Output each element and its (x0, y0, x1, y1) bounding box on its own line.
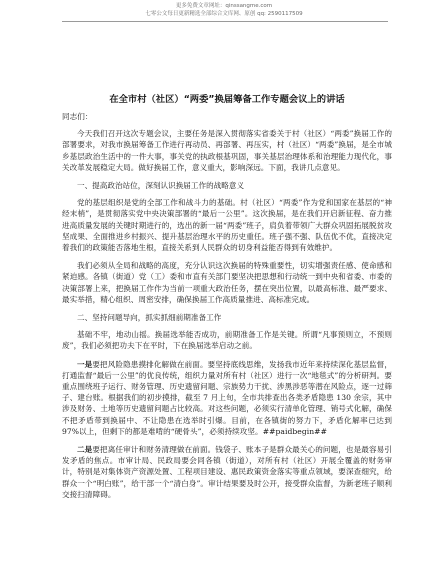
paragraph-intro: 今天我们召开这次专题会议，主要任务是深入贯彻落实省委关于村（社区）“两委”换届工作的部署要求，对我市换届筹备工作进行再动员、再部署、再压实，村（社区）“两委”换届，是全市城乡基层政治生活中的一件大事，事关党的执政根基巩固，事关基层治理体系和治理能力现代化，事关改革发展稳定大局。做好换届工作，意义重大，影响深远。下面，我讲几点意见。 (62, 129, 392, 172)
paragraph-party-foundation: 党的基层组织是党的全部工作和战斗力的基础。村（社区）“两委”作为党和国家在基层的“神经末梢”，是贯彻落实党中央决策部署的“最后一公里”。这次换届，是在我们开启新征程、奋力推进高质量发展的关键时期进行的，选出的新一届“两委”班子，肩负着带领广大群众巩固拓展脱贫攻坚成果、全面推进乡村振兴、提升基层治理水平的历史重任。班子强不强、队伍优不优，直接决定着我们的政策能否落地生根，直接关系到人民群众的切身利益能否得到有效维护。 (62, 198, 392, 253)
salutation: 同志们： (62, 112, 93, 121)
document-title: 在全市村（社区）“两委”换届筹备工作专题会议上的讲话 (109, 94, 345, 105)
paragraph-audit (62, 444, 392, 500)
paragraph-preparation: 基础不牢，地动山摇。换届选举能否成功，前期准备工作是关键。所谓“凡事预则立，不预则废”，我们必须把功夫下在平时，下在换届选举启动之前。 (62, 330, 392, 351)
paragraph-responsibility: 我们必须从全局和战略的高度，充分认识这次换届的特殊重要性，切实增强责任感、使命感和紧迫感。各镇（街道）党（工）委和市直有关部门要坚决把思想和行动统一到中央和省委、市委的决策部署上来，把换届工作作为当前一项重大政治任务，摆在突出位置，以最高标准、最严要求、最实举措，精心组织、周密安排，确保换届工作高质量推进、高标准完成。 (62, 261, 392, 304)
point-marker-1: 一是 (77, 359, 93, 369)
document-body (62, 93, 392, 507)
paragraph-audit-text: 要把离任审计和财务清理做在前面。钱袋子、账本子是群众最关心的问题，也是最容易引发矛盾的焦点。市审计局、民政局要会同各镇（街道），对所有村（社区）开展全覆盖的财务审计，特别是对集体资产资源处置、工程项目建设、惠民政策资金落实等重点领域，要深查细究，给群众一个“明白账”，给干部一个“清白身”。审计结果要及时公开，接受群众监督，为新老班子顺利交接扫清障碍。 (62, 445, 392, 499)
paragraph-risk-screening-text: 要把风险隐患摸排化解做在前面。要坚持底线思维，发扬我市近年来持续深化基层监督，打通监督“最后一公里”的优良传统，组织力量对所有村（社区）进行一次“地毯式”的分析研判。要重点围绕班子运行、财务管理、历史遗留问题、宗族势力干扰、涉黑涉恶等潜在风险点，逐一过筛子、建台账。根据我们的初步摸排，截至 7 月上旬，全市共排查出各类矛盾隐患 130 余宗，其中涉及财务、土地等历史遗留问题占比较高。对这些问题，必须实行清单化管理、销号式化解，确保不把矛盾带到换届中、不让隐患在选举时引爆。目前，在各镇街的努力下，矛盾化解率已达到 97%以上，但剩下的都是难啃的“硬骨头”，必须持续攻坚。##paidbegin## (62, 359, 392, 436)
header-source-line: 七零公文每日更新精选全部综合文库网、原创 qq: 2590117509 (145, 11, 303, 17)
header-site-line: 更多免费文章网址：qinssangme.com (175, 3, 273, 9)
section-heading-1: 一、提高政治站位，深刻认识换届工作的战略意义 (77, 181, 245, 191)
section-heading-2: 二、坚持问题导向，抓实抓细前期准备工作 (77, 313, 222, 323)
page-header (0, 2, 448, 18)
header-divider (62, 21, 388, 22)
paragraph-risk-screening (62, 359, 392, 437)
point-marker-2: 二是 (77, 445, 93, 455)
